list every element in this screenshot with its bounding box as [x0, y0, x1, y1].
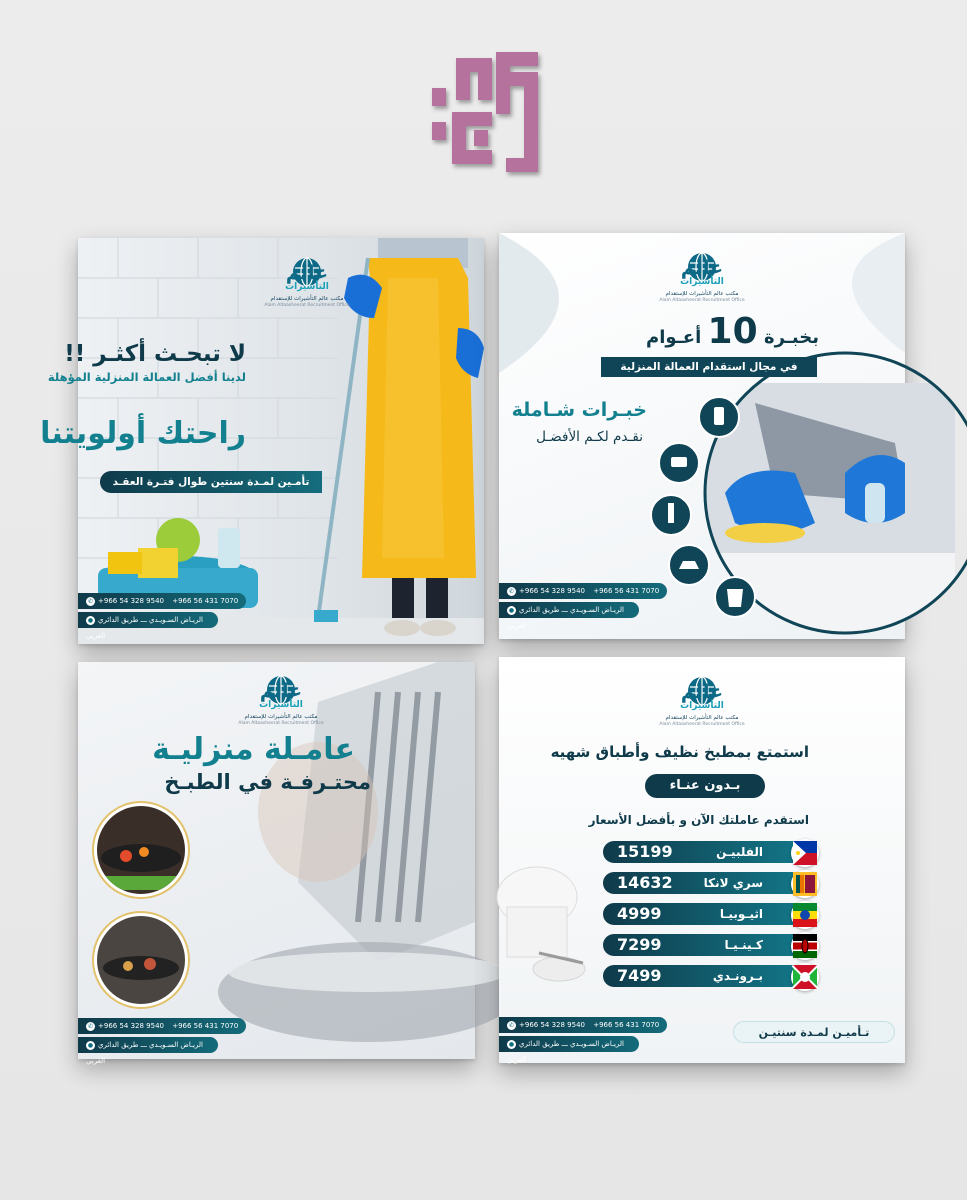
brand-name-ar2: التأشيرات — [680, 277, 724, 287]
card-experience — [499, 233, 905, 639]
phone-2: +966 56 431 7070 — [593, 587, 660, 595]
brand-office-ar: مكتب عالم التأشيرات للإستقدام — [665, 715, 739, 721]
tl-big-title: راحتك أولويتنا — [40, 416, 246, 451]
brand-office-ar: مكتب عالم التأشيرات للإستقدام — [665, 291, 739, 297]
whatsapp-icon: ✆ — [508, 1021, 515, 1029]
brand-name-ar: عالم — [285, 262, 329, 284]
tr-exp-number: 10 — [707, 311, 758, 352]
price-value: 7299 — [617, 935, 662, 954]
price-row — [603, 934, 809, 956]
brand-office-en: Alam Altaasheerat Recruitment Office — [264, 303, 350, 308]
card-no-more-search — [40, 238, 484, 644]
phone-1: +966 54 328 9540 — [98, 1022, 164, 1030]
contact-address-strip — [499, 602, 639, 630]
brand-name-ar: عالم — [680, 681, 724, 703]
address: الريـاض السـويـدي ـــ طريق الدائري الغربي — [507, 1040, 624, 1064]
ethiopia-flag-icon — [791, 901, 819, 929]
tr-experience-line — [646, 311, 819, 352]
address: الريـاض السـويـدي ـــ طريق الدائري الغربي — [507, 606, 624, 630]
kenya-flag-icon — [791, 932, 819, 960]
brand-logo — [657, 251, 747, 304]
phone-1: +966 54 328 9540 — [519, 1021, 585, 1029]
logo-mark-icon — [412, 52, 544, 184]
brand-office-en: Alam Altaasheerat Recruitment Office — [238, 721, 324, 726]
philippines-flag-icon — [791, 839, 819, 867]
phone-1: +966 54 328 9540 — [519, 587, 585, 595]
location-pin-icon: ● — [87, 616, 94, 624]
brand-name-ar2: التأشيرات — [259, 700, 303, 710]
brand-office-ar: مكتب عالم التأشيرات للإستقدام — [270, 296, 344, 302]
contact-phones-strip — [499, 1017, 667, 1033]
tl-headline: لا تبحـث أكثـر !! — [64, 341, 246, 367]
tr-subtitle: في مجال استقدام العمالة المنزلية — [601, 357, 817, 377]
brand-office-en: Alam Altaasheerat Recruitment Office — [659, 298, 745, 303]
price-value: 4999 — [617, 904, 662, 923]
address: الريـاض السـويـدي ـــ طريق الدائري الغربي — [86, 1041, 203, 1065]
contact-address-strip — [78, 612, 218, 640]
price-row — [603, 903, 809, 925]
bl-subtitle: محتـرفـة في الطبـخ — [164, 770, 371, 794]
location-pin-icon: ● — [508, 1040, 515, 1048]
price-row — [603, 841, 809, 863]
brand-office-en: Alam Altaasheerat Recruitment Office — [659, 722, 745, 727]
phone-2: +966 56 431 7070 — [172, 1022, 239, 1030]
contact-address-strip — [78, 1037, 218, 1065]
price-country: كـينـيـا — [724, 938, 763, 952]
sri-lanka-flag-icon — [791, 870, 819, 898]
contact-phones-strip — [78, 1018, 246, 1034]
phone-2: +966 56 431 7070 — [593, 1021, 660, 1029]
price-country: الفلبيـن — [716, 845, 763, 859]
brand-logo — [236, 674, 326, 727]
tl-subheadline: لدينا أفضل العمالة المنزلية المؤهلة — [47, 370, 246, 384]
location-pin-icon: ● — [508, 606, 515, 614]
br-title: استمتع بمطبخ نظيف وأطباق شهيه — [550, 743, 809, 761]
brand-name-ar: عالم — [680, 257, 724, 279]
address: الريـاض السـويـدي ـــ طريق الدائري الغربي — [86, 616, 203, 640]
whatsapp-icon: ✆ — [508, 587, 515, 595]
price-value: 15199 — [617, 842, 673, 861]
price-value: 7499 — [617, 966, 662, 985]
tr-exp-prefix: بخبـرة — [763, 327, 819, 348]
brand-office-ar: مكتب عالم التأشيرات للإستقدام — [244, 714, 318, 720]
bl-title: عامـلة منزليـة — [152, 732, 355, 767]
tr-subheading: نقـدم لكـم الأفضـل — [536, 429, 643, 445]
burundi-flag-icon — [791, 963, 819, 991]
price-row — [603, 872, 809, 894]
cooking-photos — [86, 798, 196, 1018]
card-cooking-maid — [78, 662, 475, 1065]
card-prices — [499, 657, 905, 1063]
br-pill: بـدون عنـاء — [645, 774, 765, 798]
chef-hat-illustration — [499, 857, 589, 987]
whatsapp-icon: ✆ — [87, 1022, 94, 1030]
tr-exp-suffix: أعـوام — [646, 327, 702, 348]
service-icons-column — [657, 393, 747, 633]
location-pin-icon: ● — [87, 1041, 94, 1049]
tr-heading: خبـرات شـاملة — [511, 399, 647, 421]
brand-logo — [262, 256, 352, 309]
brand-name-ar: عالم — [259, 680, 303, 702]
whatsapp-icon: ✆ — [87, 597, 94, 605]
contact-phones-strip — [78, 593, 246, 609]
price-value: 14632 — [617, 873, 673, 892]
brand-name-ar2: التأشيرات — [285, 282, 329, 292]
price-country: بـرونـدي — [712, 969, 763, 983]
contact-phones-strip — [499, 583, 667, 599]
phone-1: +966 54 328 9540 — [98, 597, 164, 605]
price-row — [603, 965, 809, 987]
br-subtitle: استقدم عاملتك الآن و بأفضل الأسعار — [588, 813, 809, 827]
br-warranty: تـأميـن لمـدة سنتيـن — [733, 1021, 895, 1043]
price-country: سري لانكا — [703, 876, 763, 890]
brand-logo — [657, 675, 747, 728]
brand-name-ar2: التأشيرات — [680, 701, 724, 711]
price-country: اثيـوبيـا — [719, 907, 763, 921]
tl-banner: تأمـين لمـدة سنتين طوال فتـرة العقـد — [100, 471, 322, 493]
phone-2: +966 56 431 7070 — [172, 597, 239, 605]
contact-address-strip — [499, 1036, 639, 1064]
